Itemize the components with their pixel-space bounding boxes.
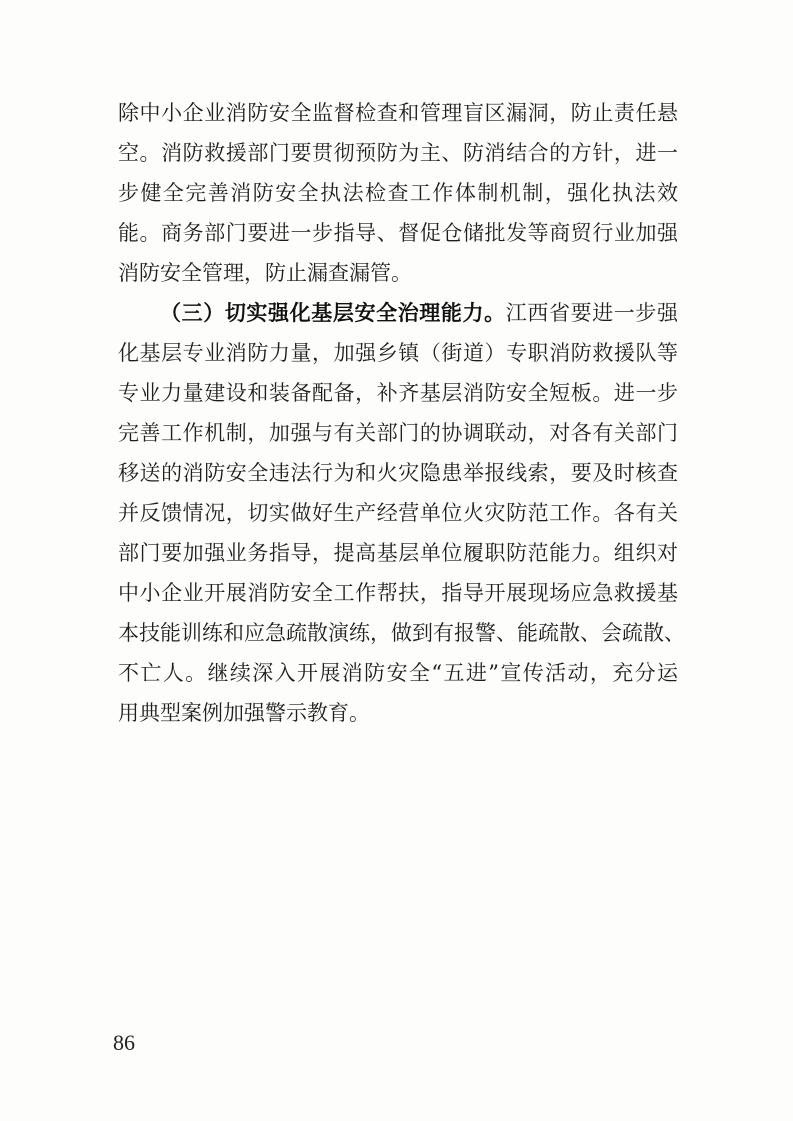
- text-line: 步健全完善消防安全执法检查工作体制机制，强化执法效: [118, 181, 678, 205]
- text-line: 化基层专业消防力量，加强乡镇（街道）专职消防救援队等: [118, 341, 678, 365]
- text-line: 移送的消防安全违法行为和火灾隐患举报线索，要及时核查: [118, 461, 678, 485]
- text-line: 除中小企业消防安全监督检查和管理盲区漏洞，防止责任悬: [118, 101, 678, 125]
- text-fragment: 江西省要进一步强: [505, 301, 679, 325]
- text-line: 不亡人。继续深入开展消防安全“五进”宣传活动，充分运: [118, 661, 678, 685]
- text-line: 空。消防救援部门要贯彻预防为主、防消结合的方针，进一: [118, 141, 678, 165]
- text-line: 能。商务部门要进一步指导、督促仓储批发等商贸行业加强: [118, 221, 678, 245]
- text-line: 中小企业开展消防安全工作帮扶，指导开展现场应急救援基: [118, 581, 678, 605]
- text-line: 部门要加强业务指导，提高基层单位履职防范能力。组织对: [118, 541, 678, 565]
- text-line: 消防安全管理，防止漏查漏管。: [118, 261, 412, 285]
- section-heading: （三）切实强化基层安全治理能力。: [160, 300, 506, 325]
- page-number: 86: [113, 1030, 135, 1055]
- text-line: 并反馈情况，切实做好生产经营单位火灾防范工作。各有关: [118, 501, 678, 525]
- body-text: [118, 93, 685, 733]
- text-line: 用典型案例加强警示教育。: [118, 701, 370, 725]
- text-line: 完善工作机制，加强与有关部门的协调联动，对各有关部门: [118, 421, 678, 445]
- section-heading-line: [118, 293, 678, 333]
- text-line: 本技能训练和应急疏散演练，做到有报警、能疏散、会疏散、: [118, 621, 685, 645]
- text-line: 专业力量建设和装备配备，补齐基层消防安全短板。进一步: [118, 381, 678, 405]
